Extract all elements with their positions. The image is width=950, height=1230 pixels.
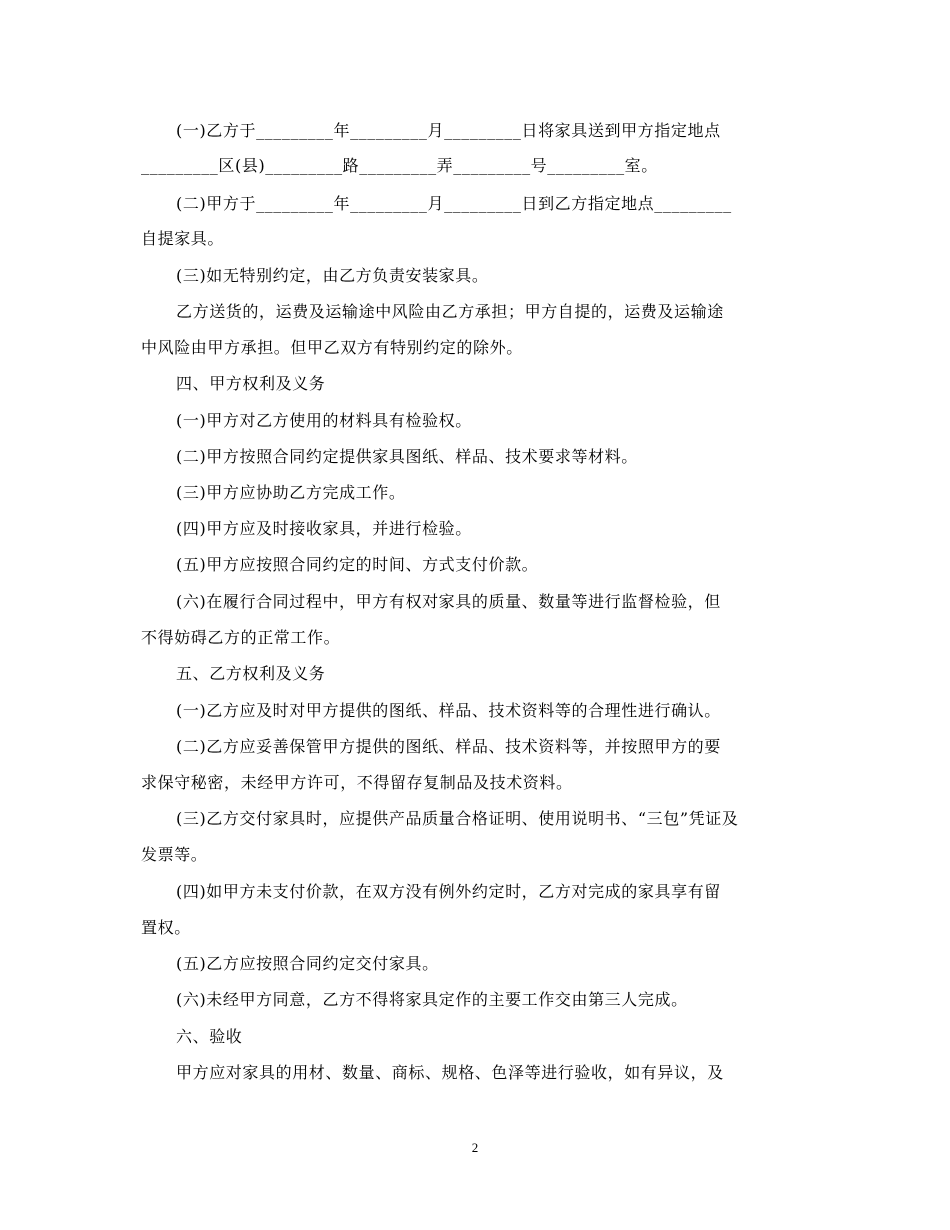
paragraph-line: (六)在履行合同过程中，甲方有权对家具的质量、数量等进行监督检验，但 (176, 592, 721, 611)
paragraph-line: (三)甲方应协助乙方完成工作。 (176, 483, 406, 502)
paragraph-line: (一)乙方应及时对甲方提供的图纸、样品、技术资料等的合理性进行确认。 (176, 701, 721, 720)
section-heading: 五、乙方权利及义务 (176, 664, 326, 683)
paragraph-line: (一)乙方于_________年_________月_________日将家具送到甲方指定地点 (176, 121, 721, 140)
paragraph-line: (五)甲方应按照合同约定的时间、方式支付价款。 (176, 555, 539, 574)
paragraph-line: (三)乙方交付家具时，应提供产品质量合格证明、使用说明书、“三包”凭证及 (176, 809, 739, 828)
paragraph-line: 求保守秘密，未经甲方许可，不得留存复制品及技术资料。 (141, 773, 573, 792)
paragraph-line: 乙方送货的，运费及运输途中风险由乙方承担；甲方自提的，运费及运输途 (176, 302, 724, 321)
paragraph-line: (四)如甲方未支付价款，在双方没有例外约定时，乙方对完成的家具享有留 (176, 882, 721, 901)
paragraph-line: _________区(县)_________路_________弄_________号_________室。 (141, 156, 658, 175)
paragraph-line: 发票等。 (141, 845, 208, 864)
paragraph-line: 自提家具。 (141, 229, 225, 248)
section-heading: 四、甲方权利及义务 (176, 374, 326, 393)
paragraph-line: 甲方应对家具的用材、数量、商标、规格、色泽等进行验收，如有异议，及 (176, 1063, 724, 1082)
section-heading: 六、验收 (176, 1027, 243, 1046)
paragraph-line: (四)甲方应及时接收家具，并进行检验。 (176, 519, 472, 538)
paragraph-line: (二)乙方应妥善保管甲方提供的图纸、样品、技术资料等，并按照甲方的要 (176, 737, 721, 756)
paragraph-line: (五)乙方应按照合同约定交付家具。 (176, 954, 439, 973)
paragraph-line: (一)甲方对乙方使用的材料具有检验权。 (176, 411, 472, 430)
paragraph-line: (六)未经甲方同意，乙方不得将家具定作的主要工作交由第三人完成。 (176, 990, 688, 1009)
paragraph-line: (二)甲方于_________年_________月_________日到乙方指定地点_________ (176, 194, 732, 213)
paragraph-line: 置权。 (141, 918, 191, 937)
paragraph-line: (三)如无特别约定，由乙方负责安装家具。 (176, 266, 489, 285)
paragraph-line: 不得妨碍乙方的正常工作。 (141, 628, 341, 647)
page-number: 2 (471, 1140, 479, 1155)
paragraph-line: 中风险由甲方承担。但甲乙双方有特别约定的除外。 (141, 338, 523, 357)
paragraph-line: (二)甲方按照合同约定提供家具图纸、样品、技术要求等材料。 (176, 447, 638, 466)
